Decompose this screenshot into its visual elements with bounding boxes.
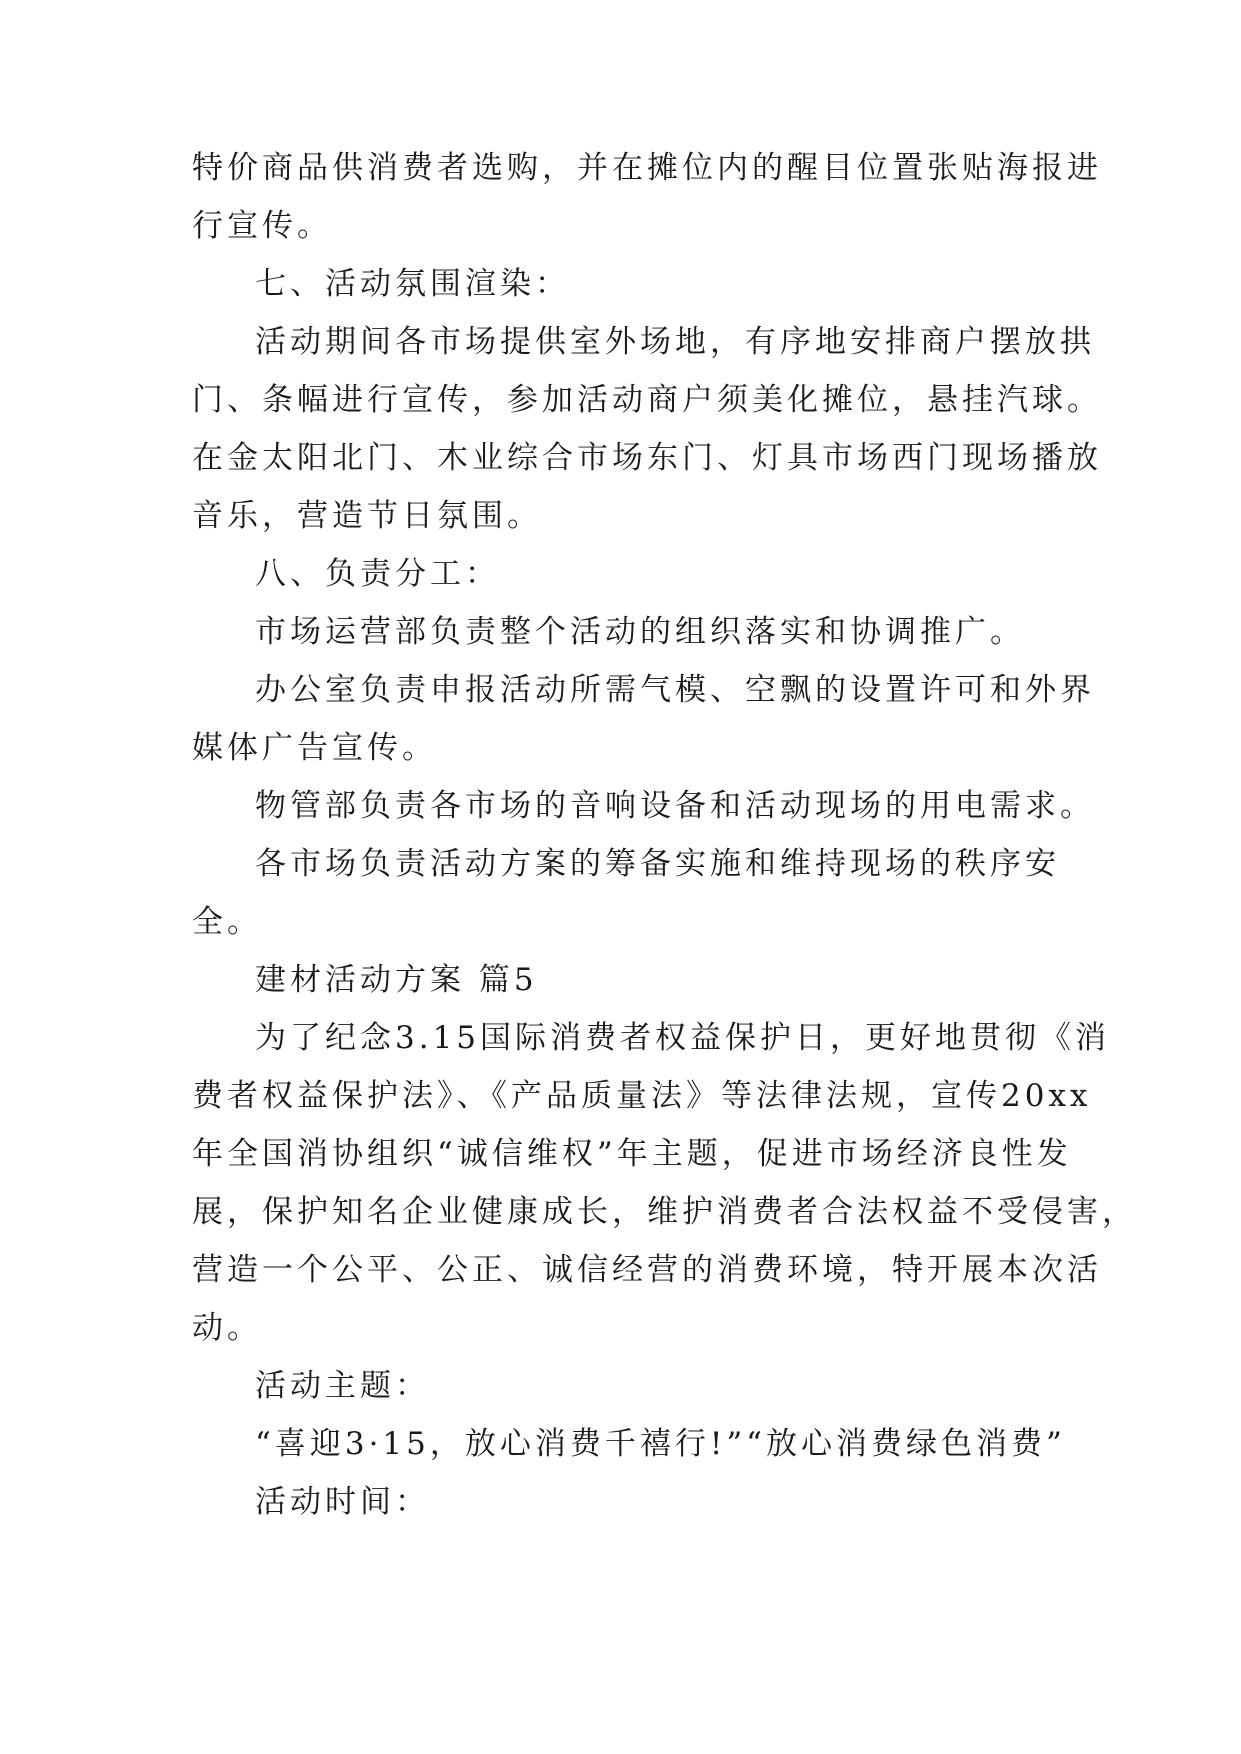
section-heading: 活动主题： (255, 1368, 430, 1404)
body-text-line: 媒体广告宣传。 (192, 730, 437, 766)
body-text-line: 动。 (192, 1310, 262, 1346)
body-text-line: 为了纪念3.15国际消费者权益保护日，更好地贯彻《消 (255, 1020, 1111, 1056)
section-heading: 七、活动氛围渲染： (255, 266, 570, 302)
section-heading: 活动时间： (255, 1484, 430, 1520)
body-text-line: 办公室负责申报活动所需气模、空飘的设置许可和外界 (255, 672, 1095, 708)
body-text-line: 行宣传。 (192, 208, 332, 244)
body-text-line: 在金太阳北门、木业综合市场东门、灯具市场西门现场播放 (192, 440, 1102, 476)
body-text-line: 费者权益保护法》、《产品质量法》等法律法规，宣传20xx (192, 1078, 1092, 1114)
body-text-line: 全。 (192, 904, 262, 940)
body-text-line: 物管部负责各市场的音响设备和活动现场的用电需求。 (255, 788, 1095, 824)
body-text-line: 展，保护知名企业健康成长，维护消费者合法权益不受侵害， (192, 1194, 1137, 1230)
body-text-line: “喜迎3·15，放心消费千禧行!”“放心消费绿色消费” (255, 1426, 1066, 1462)
body-text-line: 市场运营部负责整个活动的组织落实和协调推广。 (255, 614, 1025, 650)
article-title: 建材活动方案 篇5 (255, 962, 538, 998)
body-text-line: 年全国消协组织“诚信维权”年主题，促进市场经济良性发 (192, 1136, 1072, 1172)
body-text-line: 音乐，营造节日氛围。 (192, 498, 542, 534)
body-text-line: 营造一个公平、公正、诚信经营的消费环境，特开展本次活 (192, 1252, 1102, 1288)
section-heading: 八、负责分工： (255, 556, 500, 592)
body-text-line: 活动期间各市场提供室外场地，有序地安排商户摆放拱 (255, 324, 1095, 360)
body-text-line: 各市场负责活动方案的筹备实施和维持现场的秩序安 (255, 846, 1060, 882)
body-text-line: 特价商品供消费者选购，并在摊位内的醒目位置张贴海报进 (192, 150, 1102, 186)
body-text-line: 门、条幅进行宣传，参加活动商户须美化摊位，悬挂汽球。 (192, 382, 1102, 418)
